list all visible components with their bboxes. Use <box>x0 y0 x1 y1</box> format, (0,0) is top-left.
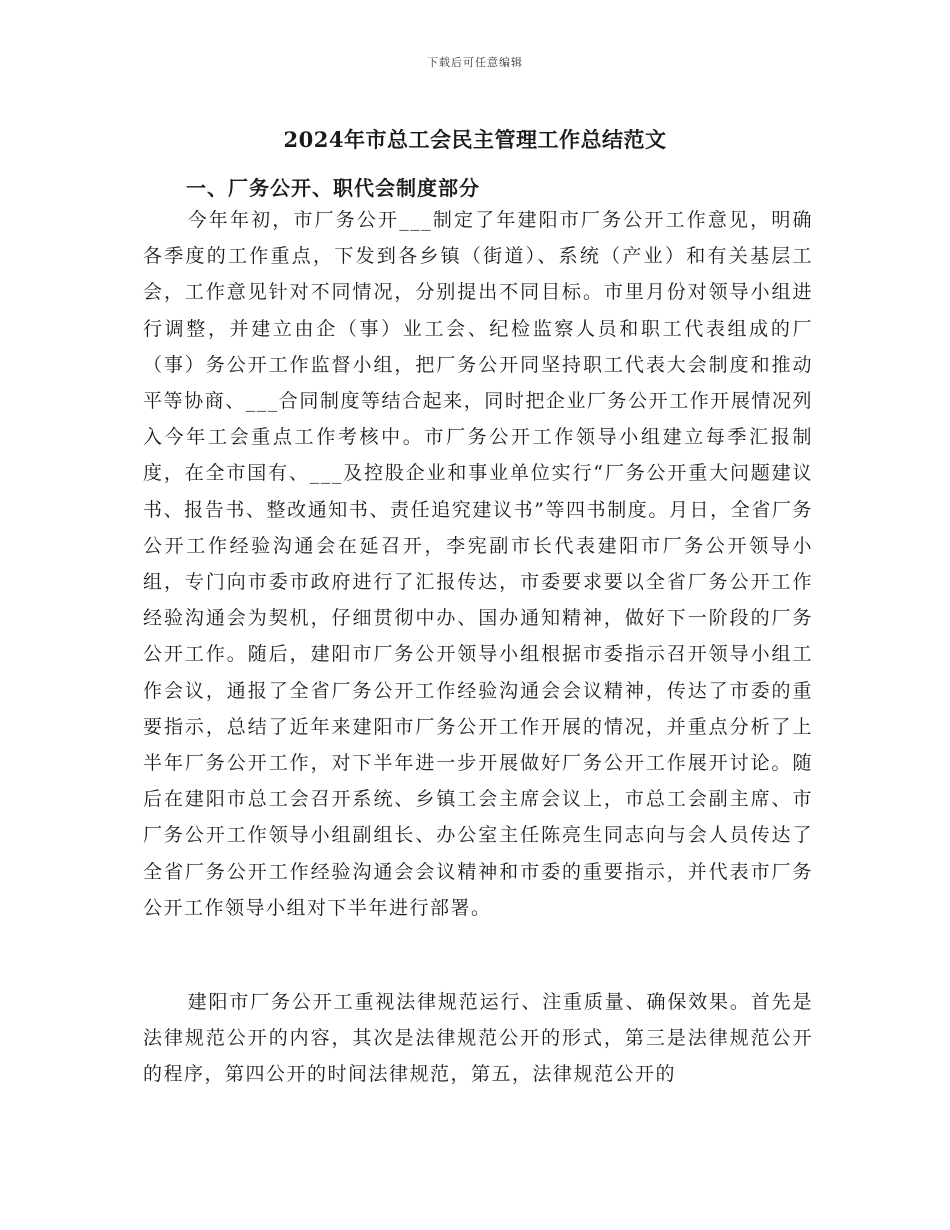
body-paragraph-1: 今年年初，市厂务公开___制定了年建阳市厂务公开工作意见，明确各季度的工作重点，下发到各乡镇（街道）、系统（产业）和有关基层工会，工作意见针对不同情况，分别提出不同目标。市里月份对领导小组进行调整，并建立由企（事）业工会、纪检监察人员和职工代表组成的厂（事）务公开工作监督小组，把厂务公开同坚持职工代表大会制度和推动平等协商、___合同制度等结合起来，同时把企业厂务公开工作开展情况列入今年工会重点工作考核中。市厂务公开工作领导小组建立每季汇报制度，在全市国有、___及控股企业和事业单位实行“厂务公开重大问题建议书、报告书、整改通知书、责任追究建议书”等四书制度。月日，全省厂务公开工作经验沟通会在延召开，李宪副市长代表建阳市厂务公开领导小组，专门向市委市政府进行了汇报传达，市委要求要以全省厂务公开工作经验沟通会为契机，仔细贯彻中办、国办通知精神，做好下一阶段的厂务公开工作。随后，建阳市厂务公开领导小组根据市委指示召开领导小组工作会议，通报了全省厂务公开工作经验沟通会会议精神，传达了市委的重要指示，总结了近年来建阳市厂务公开工作开展的情况，并重点分析了上半年厂务公开工作，对下半年进一步开展做好厂务公开工作展开讨论。随后在建阳市总工会召开系统、乡镇工会主席会议上，市总工会副主席、市厂务公开工作领导小组副组长、办公室主任陈亮生同志向与会人员传达了全省厂务公开工作经验沟通会会议精神和市委的重要指示，并代表市厂务公开工作领导小组对下半年进行部署。 <box>143 209 813 919</box>
body-paragraph-2: 建阳市厂务公开工重视法律规范运行、注重质量、确保效果。首先是法律规范公开的内容，其次是法律规范公开的形式，第三是法律规范公开的程序，第四公开的时间法律规范，第五，法律规范公开的 <box>143 991 813 1086</box>
document-title: 2024年市总工会民主管理工作总结范文 <box>283 127 667 152</box>
section-heading: 一、厂务公开、职代会制度部分 <box>186 176 480 200</box>
page-header-note: 下载后可任意编辑 <box>427 56 523 69</box>
